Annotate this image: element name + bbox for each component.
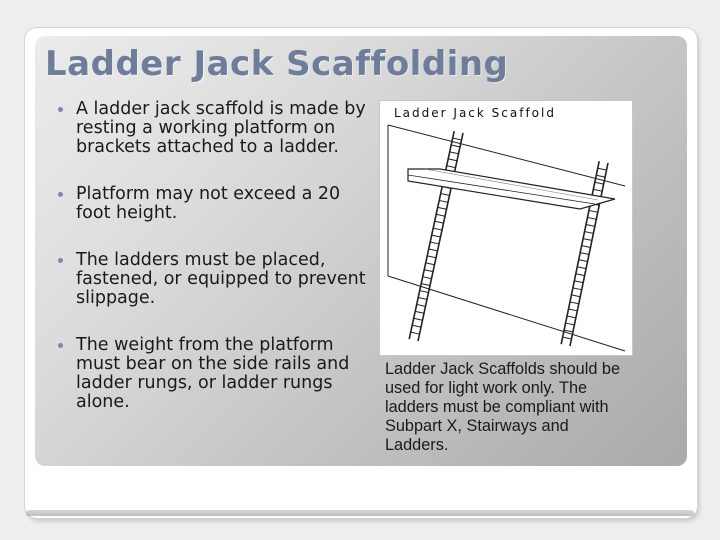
bullet-icon [58,107,63,112]
bullet-text: The weight from the platform must bear on the side rails and ladder rungs, or ladder rungs alone. [76,335,350,412]
figure-caption: Ladder Jack Scaffolds should be used for light work only. The ladders must be compliant with Subpart X, Stairways and Ladders. [385,360,621,454]
ladder-icon [561,161,608,346]
bullet-list [58,100,368,440]
footer-divider [26,510,694,516]
slide-title: Ladder Jack Scaffolding [45,44,509,84]
bullet-text: A ladder jack scaffold is made by resting a working platform on brackets attached to a ladder. [76,99,366,157]
bullet-text: Platform may not exceed a 20 foot height. [76,184,341,223]
ladder-jack-illustration [380,101,632,355]
figure-heading: Ladder Jack Scaffold [394,106,556,120]
bullet-item [58,100,368,157]
bullet-item [58,251,368,308]
ladder-jack-figure [379,100,633,356]
bullet-icon [58,258,63,263]
bullet-icon [58,192,63,197]
bullet-text: The ladders must be placed, fastened, or equipped to prevent slippage. [76,250,366,308]
bullet-item [58,185,368,223]
bullet-icon [58,343,63,348]
bullet-item [58,336,368,412]
ladder-icon [409,131,463,341]
